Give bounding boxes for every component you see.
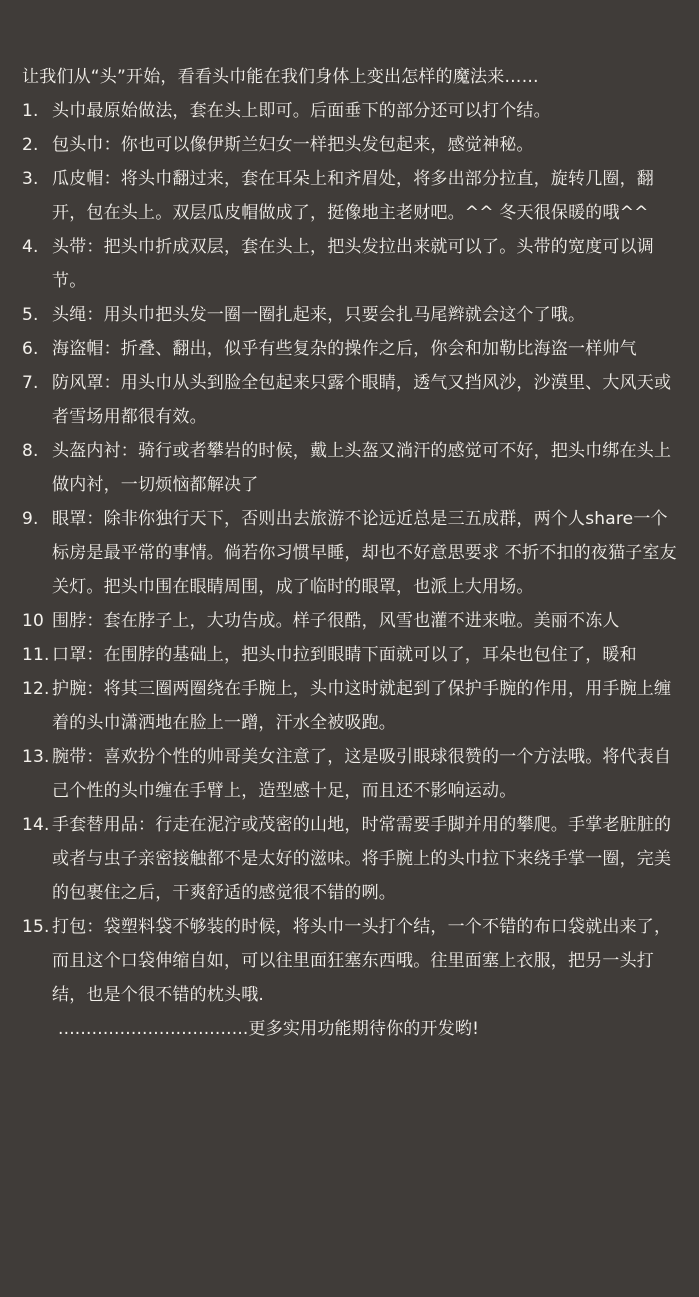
item-text: 护腕：将其三圈两圈绕在手腕上，头巾这时就起到了保护手腕的作用，用手腕上缠着的头巾潇洒地在脸上一蹭，汗水全被吸跑。 <box>52 679 672 733</box>
list-item <box>22 808 681 910</box>
item-number: 6. <box>22 339 39 359</box>
item-text: 海盗帽：折叠、翻出，似乎有些复杂的操作之后，你会和加勒比海盗一样帅气 <box>52 339 637 359</box>
item-text: 防风罩：用头巾从头到脸全包起来只露个眼睛，透气又挡风沙，沙漠里、大风天或者雪场用都很有效。 <box>52 373 672 427</box>
item-text: 头绳：用头巾把头发一圈一圈扎起来，只要会扎马尾辫就会这个了哦。 <box>52 305 586 325</box>
list-item <box>22 910 681 1012</box>
item-number: 2. <box>22 135 39 155</box>
item-number: 15. <box>22 917 50 937</box>
item-number: 11. <box>22 645 50 665</box>
list-item <box>22 162 681 230</box>
item-text: 头盔内衬：骑行或者攀岩的时候，戴上头盔又淌汗的感觉可不好，把头巾绑在头上做内衬，一切烦恼都解决了 <box>52 441 672 495</box>
list-item <box>22 502 681 604</box>
item-number: 4. <box>22 237 39 257</box>
item-text: 头巾最原始做法，套在头上即可。后面垂下的部分还可以打个结。 <box>52 101 551 121</box>
item-number: 5. <box>22 305 39 325</box>
intro-text: 让我们从“头”开始，看看头巾能在我们身体上变出怎样的魔法来…… <box>22 67 539 87</box>
item-number: 9. <box>22 509 39 529</box>
item-number: 14. <box>22 815 50 835</box>
list-item <box>22 332 681 366</box>
item-text: 打包：袋塑料袋不够装的时候，将头巾一头打个结，一个不错的布口袋就出来了，而且这个口袋伸缩自如，可以往里面狂塞东西哦。往里面塞上衣服，把另一头打结，也是个很不错的枕头哦. <box>52 917 672 1005</box>
item-number: 7. <box>22 373 39 393</box>
list-item <box>22 740 681 808</box>
item-text: 包头巾：你也可以像伊斯兰妇女一样把头发包起来，感觉神秘。 <box>52 135 534 155</box>
item-text: 手套替用品：行走在泥泞或茂密的山地，时常需要手脚并用的攀爬。手掌老脏脏的或者与虫子亲密接触都不是太好的滋味。将手腕上的头巾拉下来绕手掌一圈，完美的包裹住之后，干爽舒适的感觉很不错的咧。 <box>52 815 672 903</box>
item-number: 10 <box>22 611 45 631</box>
item-text: 围脖：套在脖子上，大功告成。样子很酷，风雪也灌不进来啦。美丽不冻人 <box>52 611 620 631</box>
list-item <box>22 672 681 740</box>
closing-line: ..................................更多实用功能期待你的开发哟! <box>58 1019 480 1039</box>
list-item <box>22 94 681 128</box>
list-item <box>22 434 681 502</box>
list-item <box>22 128 681 162</box>
item-text: 眼罩：除非你独行天下，否则出去旅游不论远近总是三五成群，两个人share一个标房是最平常的事情。倘若你习惯早睡，却也不好意思要求 不折不扣的夜猫子室友关灯。把头巾围在眼睛周围，成了临时的眼罩，也派上大用场。 <box>52 509 677 597</box>
item-text: 头带：把头巾折成双层，套在头上，把头发拉出来就可以了。头带的宽度可以调节。 <box>52 237 654 291</box>
list-item <box>22 366 681 434</box>
item-text: 瓜皮帽：将头巾翻过来，套在耳朵上和齐眉处，将多出部分拉直，旋转几圈，翻开，包在头上。双层瓜皮帽做成了，挺像地主老财吧。^^ 冬天很保暖的哦^^ <box>52 169 654 223</box>
list-item <box>22 638 681 672</box>
list-item <box>22 230 681 298</box>
item-text: 腕带：喜欢扮个性的帅哥美女注意了，这是吸引眼球很赞的一个方法哦。将代表自己个性的头巾缠在手臂上，造型感十足，而且还不影响运动。 <box>52 747 672 801</box>
item-number: 12. <box>22 679 50 699</box>
item-number: 1. <box>22 101 39 121</box>
item-number: 8. <box>22 441 39 461</box>
item-text: 口罩：在围脖的基础上，把头巾拉到眼睛下面就可以了，耳朵也包住了，暖和 <box>52 645 637 665</box>
tips-list <box>22 94 681 1012</box>
list-item <box>22 604 681 638</box>
item-number: 3. <box>22 169 39 189</box>
item-number: 13. <box>22 747 50 767</box>
list-item <box>22 298 681 332</box>
